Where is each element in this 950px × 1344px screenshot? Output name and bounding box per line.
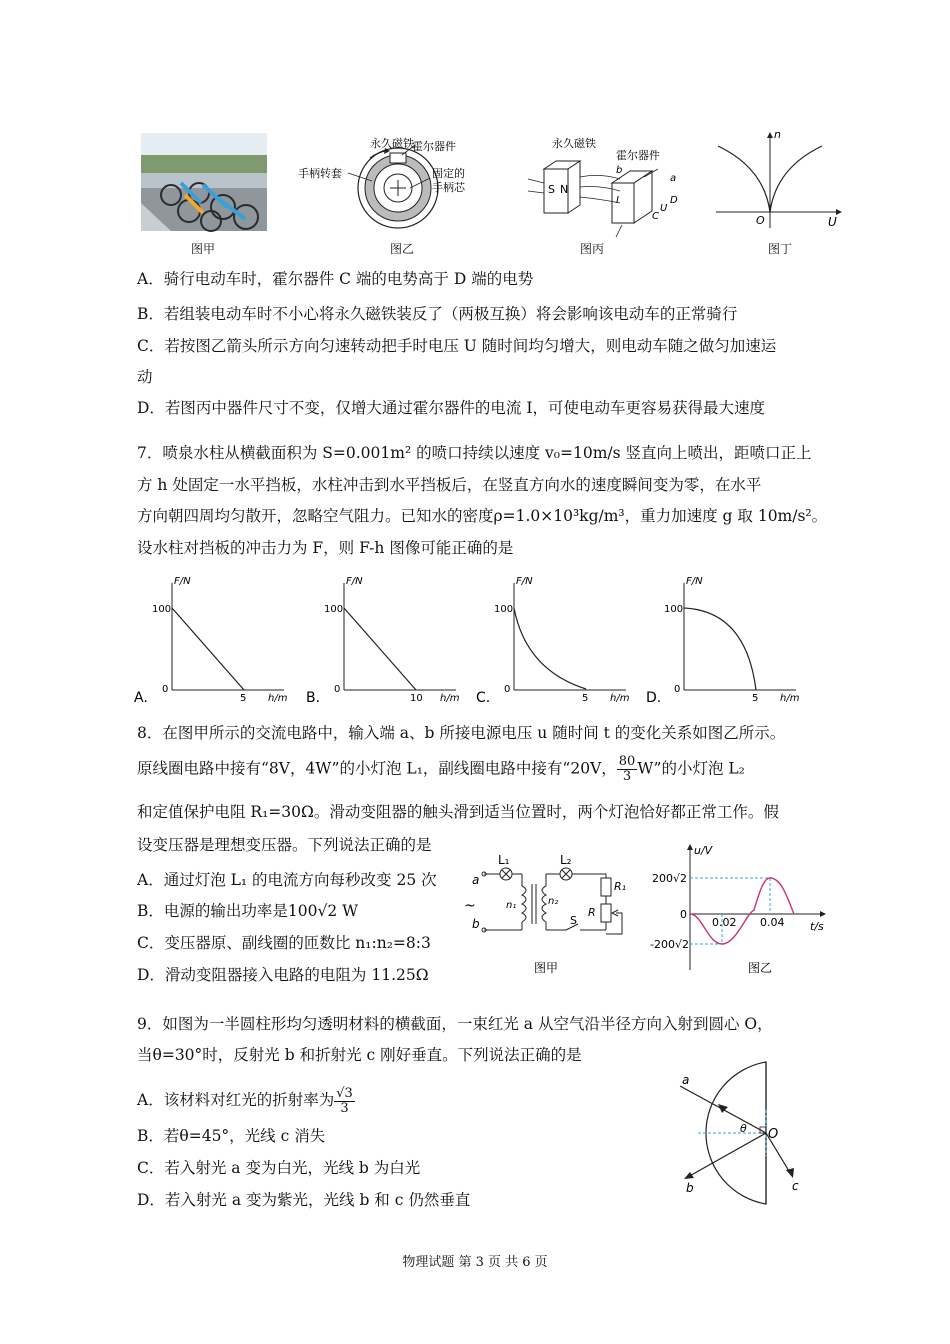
- label-d: D: [670, 195, 678, 206]
- figure-bing-diagram: [520, 133, 700, 238]
- q9-option-d: D．若入射光 a 变为紫光，光线 b 和 c 仍然垂直: [137, 1191, 471, 1209]
- figure-yi-diagram: [290, 133, 490, 233]
- label-n2: n₂: [548, 896, 559, 907]
- q7-graph-b: [306, 575, 466, 709]
- axis-label-n: n: [774, 128, 781, 141]
- q8-stem-line1: 8．在图甲所示的交流电路中，输入端 a、b 所接电源电压 u 随时间 t 的变化关系如图乙所示。: [137, 724, 786, 742]
- ray-b-label: b: [686, 1181, 694, 1195]
- ray-c-label: c: [792, 1179, 799, 1193]
- q9-option-c: C．若入射光 a 变为白光，光线 b 为白光: [137, 1159, 421, 1177]
- q7-stem-line3: 方向朝四周均匀散开，忽略空气阻力。已知水的密度ρ=1.0×10³kg/m³，重力加速度 g 取 10m/s²。: [137, 507, 828, 525]
- q6-option-a: A．骑行电动车时，霍尔器件 C 端的电势高于 D 端的电势: [137, 270, 534, 288]
- origin-label: 0: [504, 684, 511, 695]
- q8-option-c: C．变压器原、副线圈的匝数比 n₁:n₂=8:3: [137, 934, 431, 952]
- label-i: I: [616, 195, 619, 206]
- tick-100: 100: [664, 604, 684, 615]
- origin-label: O: [756, 214, 765, 227]
- axis-label-u: U: [828, 215, 837, 229]
- figure-jia-photo: [141, 133, 267, 231]
- q6-option-c-line2: 动: [137, 368, 153, 386]
- frac-num: 80: [618, 754, 636, 769]
- q6-option-b: B．若组装电动车时不小心将永久磁铁装反了（两极互换）将会影响该电动车的正常骑行: [137, 305, 738, 323]
- q8-option-b: B．电源的输出功率是100√2 W: [137, 902, 359, 920]
- q8-stem-line2-part2: W”的小灯泡 L₂: [637, 759, 745, 778]
- ray-a-label: a: [682, 1073, 690, 1087]
- label-n: N: [560, 183, 569, 196]
- frac-num: √3: [336, 1085, 353, 1101]
- q9-option-b: B．若θ=45°，光线 c 消失: [137, 1127, 326, 1145]
- origin-label: 0: [334, 684, 341, 695]
- frac-den: 3: [340, 1100, 349, 1116]
- q9-semicircle-figure: [668, 1058, 818, 1208]
- origin-label: 0: [674, 684, 681, 695]
- label-hall: 霍尔器件: [412, 140, 456, 153]
- axis-label-f: F/N: [686, 576, 703, 587]
- q8-stem-line3: 和定值保护电阻 R₁=30Ω。滑动变阻器的触头滑到适当位置时，两个灯泡恰好都正常工作。假: [137, 803, 779, 821]
- circuit-caption: 图甲: [534, 961, 559, 975]
- tick-100: 100: [494, 604, 514, 615]
- label-u: U: [660, 203, 668, 214]
- axis-label-u: u/V: [694, 844, 713, 857]
- axis-label-f: F/N: [174, 576, 191, 587]
- ac-source-symbol: ~: [464, 898, 476, 914]
- tick-ymin: -200√2: [650, 938, 689, 951]
- tick-t2: 0.04: [760, 916, 785, 929]
- origin-label: 0: [680, 908, 687, 921]
- q8-option-d: D．滑动变阻器接入电路的电阻为 11.25Ω: [137, 966, 429, 984]
- label-grip: 手柄转套: [298, 167, 342, 180]
- option-label: B.: [306, 690, 321, 706]
- q7-stem-line4: 设水柱对挡板的冲击力为 F，则 F-h 图像可能正确的是: [137, 539, 514, 557]
- tick-ymax: 200√2: [652, 872, 688, 885]
- axis-label-h: h/m: [268, 693, 288, 704]
- q7-graph-c: [476, 575, 636, 709]
- label-switch: S: [570, 914, 577, 927]
- figure-yi-caption: 图乙: [390, 242, 415, 256]
- axis-label-f: F/N: [516, 576, 533, 587]
- q9-stem-line2: 当θ=30°时，反射光 b 和折射光 c 刚好垂直。下列说法正确的是: [137, 1046, 582, 1064]
- label-core-2: 手柄芯: [432, 181, 465, 194]
- center-o-label: O: [768, 1127, 779, 1142]
- label-r: R: [588, 906, 596, 919]
- tick-x: 5: [240, 693, 247, 704]
- tick-x: 10: [410, 693, 423, 704]
- q9-option-a: [137, 1085, 355, 1116]
- option-label: A.: [134, 690, 148, 706]
- label-c: C: [652, 211, 659, 222]
- q7-stem-line2: 方 h 处固定一水平挡板，水柱冲击到水平挡板后，在竖直方向水的速度瞬间变为零，在水平: [137, 476, 762, 494]
- option-label: C.: [476, 690, 491, 706]
- label-l2: L₂: [560, 853, 572, 867]
- tick-t1: 0.02: [712, 916, 737, 929]
- q8-option-a: A．通过灯泡 L₁ 的电流方向每秒改变 25 次: [137, 871, 437, 889]
- terminal-b: b: [472, 917, 480, 931]
- label-bing-magnet: 永久磁铁: [552, 137, 596, 150]
- fraction-80-3: [617, 755, 638, 784]
- terminal-a: a: [472, 873, 480, 887]
- tick-100: 100: [152, 604, 172, 615]
- axis-label-h: h/m: [780, 693, 800, 704]
- q8-stem-line4: 设变压器是理想变压器。下列说法正确的是: [137, 836, 432, 854]
- origin-label: 0: [162, 684, 169, 695]
- label-bing-hall: 霍尔器件: [616, 149, 660, 162]
- option-label: D.: [646, 690, 662, 706]
- tick-x: 5: [752, 693, 759, 704]
- axis-label-h: h/m: [610, 693, 630, 704]
- label-r1: R₁: [614, 880, 627, 893]
- tick-100: 100: [324, 604, 344, 615]
- frac-den: 3: [622, 769, 632, 784]
- q8-ut-graph: [650, 840, 835, 978]
- figure-jia-caption: 图甲: [191, 242, 216, 256]
- axis-label-h: h/m: [440, 693, 460, 704]
- figure-ding-graph: [710, 128, 845, 233]
- label-magnet: 永久磁铁: [370, 137, 414, 150]
- axis-label-f: F/N: [346, 576, 363, 587]
- q7-stem-line1: 7．喷泉水柱从横截面积为 S=0.001m² 的喷口持续以速度 v₀=10m/s 竖直向上喷出，距喷口正上: [137, 444, 812, 462]
- q7-graph-d: [646, 575, 806, 709]
- label-l1: L₁: [498, 853, 510, 867]
- q6-option-d: D．若图丙中器件尺寸不变，仅增大通过霍尔器件的电流 I，可使电动车更容易获得最大速度: [137, 399, 765, 417]
- label-b: b: [616, 165, 623, 176]
- figure-ding-caption: 图丁: [768, 242, 793, 256]
- bikes-photo-illustration: [141, 133, 267, 231]
- q9-stem-line1: 9．如图为一半圆柱形均匀透明材料的横截面，一束红光 a 从空气沿半径方向入射到圆心 O，: [137, 1015, 773, 1033]
- figure-bing-caption: 图丙: [580, 242, 605, 256]
- tick-x: 5: [582, 693, 589, 704]
- fraction-sqrt3-3: [334, 1087, 355, 1116]
- label-core-1: 固定的: [432, 167, 465, 180]
- label-a: a: [670, 173, 677, 184]
- axis-label-t: t/s: [810, 920, 824, 933]
- graph-caption: 图乙: [748, 961, 773, 975]
- q8-circuit-diagram: [466, 848, 646, 978]
- q7-graph-a: [134, 575, 294, 709]
- q9-option-a-text: A．该材料对红光的折射率为: [137, 1091, 335, 1109]
- q6-option-c-line1: C．若按图乙箭头所示方向匀速转动把手时电压 U 随时间均匀增大，则电动车随之做匀加速运: [137, 337, 777, 355]
- label-n1: n₁: [506, 900, 517, 911]
- q8-stem-line2: [137, 755, 745, 784]
- page-footer: 物理试题 第 3 页 共 6 页: [402, 1255, 548, 1270]
- angle-theta-label: θ: [740, 1122, 747, 1135]
- q8-stem-line2-part1: 原线圈电路中接有“8V，4W”的小灯泡 L₁，副线圈电路中接有“20V，: [137, 759, 617, 778]
- label-s: S: [548, 183, 555, 196]
